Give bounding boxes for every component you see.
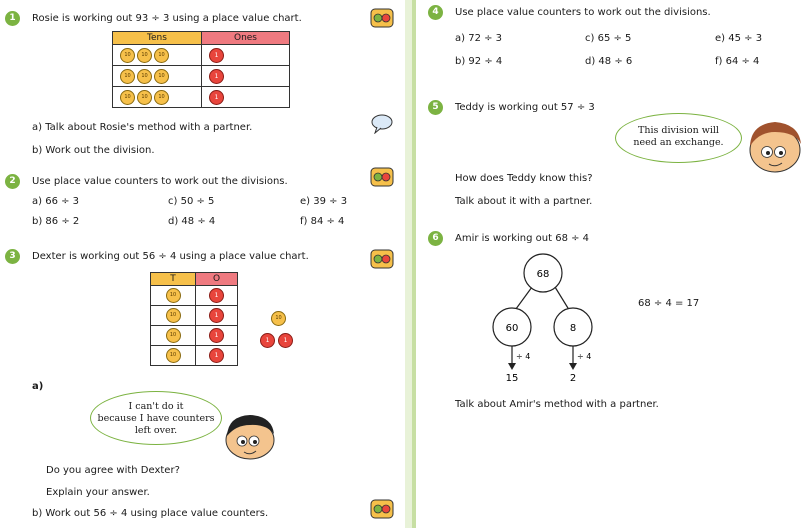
ten-counter: 10 xyxy=(154,69,169,84)
q1-tens-row-2 xyxy=(113,66,202,87)
ten-counter: 10 xyxy=(154,90,169,105)
question-number-3: 3 xyxy=(5,249,20,264)
q2-item-b: b) 86 ÷ 2 xyxy=(32,216,80,227)
divisor-label-right: ÷ 4 xyxy=(577,352,592,361)
q2-item-a: a) 66 ÷ 3 xyxy=(32,196,80,207)
ten-counter: 10 xyxy=(166,288,181,303)
q1-tens-row-3 xyxy=(113,87,202,108)
ten-counter: 10 xyxy=(166,328,181,343)
q4-item-f: f) 64 ÷ 4 xyxy=(715,56,760,67)
one-counter: 1 xyxy=(209,90,224,105)
q5-prompt: Teddy is working out 57 ÷ 3 xyxy=(455,102,595,113)
q3-explain: Explain your answer. xyxy=(46,487,150,498)
q5-how: How does Teddy know this? xyxy=(455,173,593,184)
q1-tens-row-1 xyxy=(113,45,202,66)
one-counter: 1 xyxy=(209,328,224,343)
teddy-speech-bubble xyxy=(615,113,742,163)
q4-item-a: a) 72 ÷ 3 xyxy=(455,33,503,44)
ten-counter: 10 xyxy=(137,48,152,63)
ten-counter: 10 xyxy=(120,69,135,84)
part-value-right: 8 xyxy=(569,323,577,334)
q6-prompt: Amir is working out 68 ÷ 4 xyxy=(455,233,590,244)
q5-talk: Talk about it with a partner. xyxy=(455,196,593,207)
arrow-left-head xyxy=(508,363,516,370)
q1-part-b: b) Work out the division. xyxy=(32,145,155,156)
ten-counter: 10 xyxy=(120,48,135,63)
q2-item-e: e) 39 ÷ 3 xyxy=(300,196,348,207)
question-number-2: 2 xyxy=(5,174,20,189)
q3-place-value-chart xyxy=(150,272,238,366)
teddy-speech-line: This division will xyxy=(638,125,719,136)
q4-item-b: b) 92 ÷ 4 xyxy=(455,56,503,67)
q3-agree: Do you agree with Dexter? xyxy=(46,465,180,476)
q1-prompt: Rosie is working out 93 ÷ 3 using a place value chart. xyxy=(32,13,302,24)
dexter-speech-line: because I have counters xyxy=(97,413,215,424)
counters-manipulative-icon xyxy=(370,248,394,270)
dexter-speech-line: I can't do it xyxy=(128,401,184,412)
q3-part-b: b) Work out 56 ÷ 4 using place value counters. xyxy=(32,508,269,519)
ten-counter: 10 xyxy=(120,90,135,105)
q2-item-d: d) 48 ÷ 4 xyxy=(168,216,216,227)
q4-item-d: d) 48 ÷ 6 xyxy=(585,56,633,67)
q1-ones-row-2 xyxy=(202,66,290,87)
q1-header-tens: Tens xyxy=(113,32,202,45)
q2-item-f: f) 84 ÷ 4 xyxy=(300,216,345,227)
q3-ones-cell xyxy=(196,306,238,326)
teddy-speech-line: need an exchange. xyxy=(633,137,724,148)
ten-counter: 10 xyxy=(166,308,181,323)
q1-part-a: a) Talk about Rosie's method with a partner. xyxy=(32,122,253,133)
divisor-label-left: ÷ 4 xyxy=(516,352,531,361)
part-value-left: 60 xyxy=(505,323,519,334)
result-right: 2 xyxy=(569,373,577,384)
dexter-speech-line: left over. xyxy=(134,425,178,436)
question-number-4: 4 xyxy=(428,5,443,20)
arrow-right-head xyxy=(569,363,577,370)
ten-counter: 10 xyxy=(137,90,152,105)
q4-prompt: Use place value counters to work out the divisions. xyxy=(455,7,711,18)
leftover-one-counter: 1 xyxy=(278,333,293,348)
q3-tens-cell xyxy=(151,286,196,306)
question-number-5: 5 xyxy=(428,100,443,115)
q3-tens-cell xyxy=(151,306,196,326)
q3-tens-cell xyxy=(151,346,196,366)
q6-part-whole-diagram xyxy=(480,250,620,385)
discuss-speech-icon xyxy=(370,112,394,134)
q3-header-t: T xyxy=(151,273,196,286)
q3-tens-cell xyxy=(151,326,196,346)
q3-ones-cell xyxy=(196,286,238,306)
result-left: 15 xyxy=(505,373,519,384)
teddy-avatar xyxy=(745,118,805,176)
q1-place-value-chart xyxy=(112,31,290,108)
dexter-avatar xyxy=(220,410,278,462)
dexter-speech-bubble xyxy=(90,391,222,445)
q3-ones-cell xyxy=(196,326,238,346)
one-counter: 1 xyxy=(209,69,224,84)
q1-ones-row-1 xyxy=(202,45,290,66)
q1-ones-row-3 xyxy=(202,87,290,108)
ten-counter: 10 xyxy=(166,348,181,363)
q3-prompt: Dexter is working out 56 ÷ 4 using a place value chart. xyxy=(32,251,309,262)
ten-counter: 10 xyxy=(154,48,169,63)
one-counter: 1 xyxy=(209,308,224,323)
q4-item-c: c) 65 ÷ 5 xyxy=(585,33,632,44)
question-number-6: 6 xyxy=(428,231,443,246)
q2-prompt: Use place value counters to work out the divisions. xyxy=(32,176,288,187)
q3-header-o: O xyxy=(196,273,238,286)
q3-ones-cell xyxy=(196,346,238,366)
one-counter: 1 xyxy=(209,288,224,303)
q6-talk: Talk about Amir's method with a partner. xyxy=(455,399,659,410)
q3-part-a-label: a) xyxy=(32,381,44,392)
question-number-1: 1 xyxy=(5,11,20,26)
counters-manipulative-icon xyxy=(370,498,394,520)
one-counter: 1 xyxy=(209,48,224,63)
page-divider xyxy=(405,0,412,528)
q6-equation: 68 ÷ 4 = 17 xyxy=(638,298,700,309)
q4-item-e: e) 45 ÷ 3 xyxy=(715,33,763,44)
ten-counter: 10 xyxy=(137,69,152,84)
one-counter: 1 xyxy=(209,348,224,363)
leftover-ten-counter: 10 xyxy=(271,311,286,326)
q2-item-c: c) 50 ÷ 5 xyxy=(168,196,215,207)
whole-value: 68 xyxy=(536,269,550,280)
q1-header-ones: Ones xyxy=(202,32,290,45)
counters-manipulative-icon xyxy=(370,166,394,188)
page-divider-strip xyxy=(412,0,416,528)
counters-manipulative-icon xyxy=(370,7,394,29)
leftover-one-counter: 1 xyxy=(260,333,275,348)
